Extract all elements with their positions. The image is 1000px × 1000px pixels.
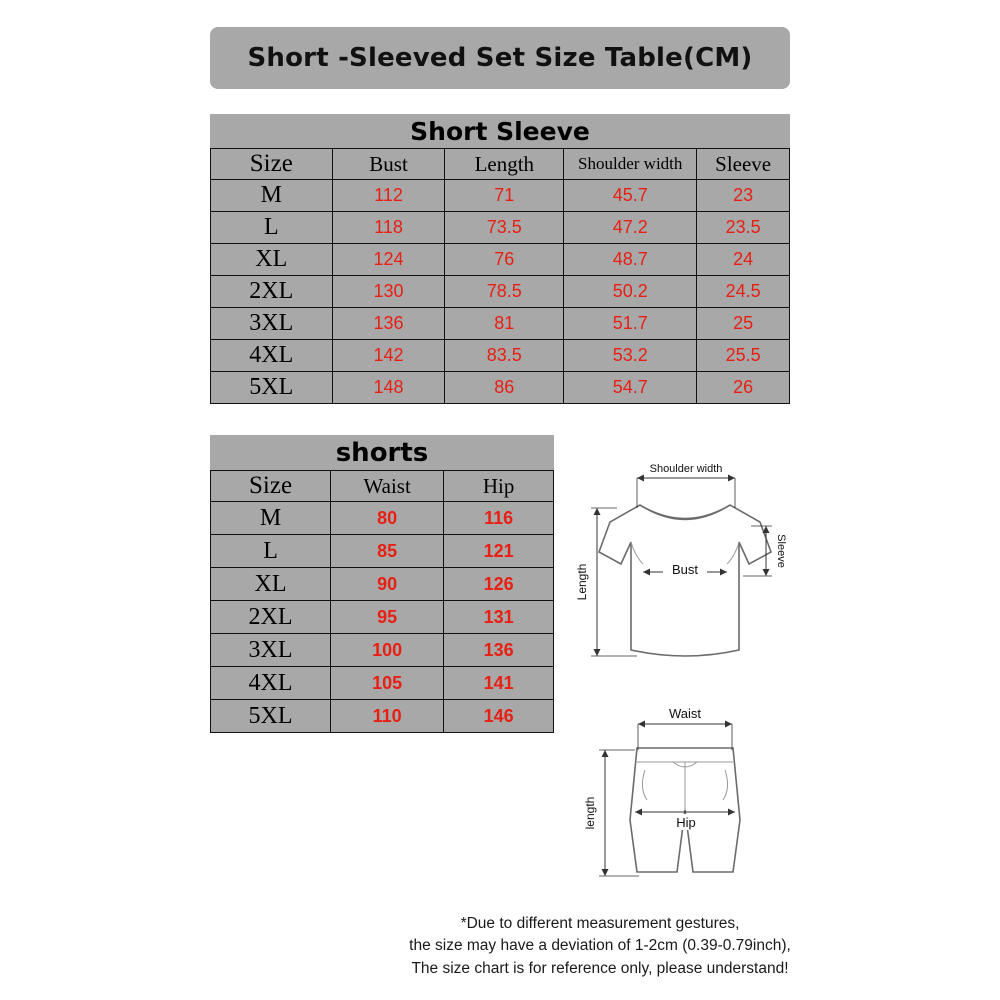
measurement-note (390, 913, 810, 980)
table-row (211, 634, 554, 667)
shorts-length-arrow-top (602, 750, 609, 757)
cell-waist: 100 (331, 634, 444, 667)
cell-hip: 126 (444, 568, 554, 601)
table-row (211, 601, 554, 634)
cell-bust: 130 (332, 276, 445, 308)
tshirt-outline (599, 505, 771, 656)
table-row (211, 568, 554, 601)
cell-bust: 124 (332, 244, 445, 276)
cell-sleeve: 26 (697, 372, 790, 404)
bust-arrow-left (643, 569, 650, 576)
table-row (211, 340, 790, 372)
tshirt-collar (640, 505, 730, 520)
table-row (211, 180, 790, 212)
cell-size: M (211, 502, 331, 535)
table-header-row (211, 149, 790, 180)
sleeve-label: Sleeve (775, 534, 787, 568)
column-header-shoulder-width: Shoulder width (564, 149, 697, 180)
column-header-hip: Hip (444, 471, 554, 502)
table-row (211, 308, 790, 340)
page-title-banner (210, 27, 790, 89)
shoulder-arrow-right (728, 475, 735, 482)
cell-length: 86 (445, 372, 564, 404)
cell-sleeve: 25.5 (697, 340, 790, 372)
cell-bust: 112 (332, 180, 445, 212)
table-row (211, 700, 554, 733)
tshirt-measurement-diagram (565, 460, 805, 690)
column-header-size: Size (211, 149, 333, 180)
length-arrow-bottom (594, 649, 601, 656)
shorts-table (210, 470, 554, 733)
left-pocket (642, 770, 647, 800)
cell-size: 3XL (211, 308, 333, 340)
cell-sleeve: 23.5 (697, 212, 790, 244)
hip-arrow-left (635, 809, 642, 816)
waist-arrow-left (638, 721, 645, 728)
page-title: Short -Sleeved Set Size Table(CM) (247, 43, 753, 73)
shorts-measurement-diagram (565, 700, 805, 900)
shirt-length-label: Length (575, 563, 589, 601)
cell-sleeve: 23 (697, 180, 790, 212)
shorts-diagram-svg (565, 700, 805, 900)
cell-waist: 105 (331, 667, 444, 700)
hip-label: Hip (676, 815, 696, 830)
cell-shoulder-width: 48.7 (564, 244, 697, 276)
cell-bust: 136 (332, 308, 445, 340)
cell-shoulder-width: 54.7 (564, 372, 697, 404)
cell-size: 5XL (211, 700, 331, 733)
cell-size: 4XL (211, 340, 333, 372)
table-row (211, 276, 790, 308)
cell-size: 5XL (211, 372, 333, 404)
cell-hip: 116 (444, 502, 554, 535)
cell-length: 78.5 (445, 276, 564, 308)
cell-hip: 136 (444, 634, 554, 667)
cell-waist: 95 (331, 601, 444, 634)
cell-bust: 142 (332, 340, 445, 372)
table-row (211, 372, 790, 404)
tshirt-diagram-svg (565, 460, 805, 690)
column-header-bust: Bust (332, 149, 445, 180)
shorts-table-caption: shorts (335, 438, 429, 468)
length-arrow-top (594, 508, 601, 515)
waist-label: Waist (668, 706, 702, 721)
shorts-length-arrow-bottom (602, 869, 609, 876)
cell-bust: 118 (332, 212, 445, 244)
note-line-1: *Due to different measurement gestures, (460, 915, 740, 932)
table-row (211, 212, 790, 244)
bust-arrow-right (720, 569, 727, 576)
sleeve-arrow-bottom (763, 569, 770, 576)
shorts-length-label: length (583, 796, 597, 830)
cell-waist: 85 (331, 535, 444, 568)
cell-waist: 110 (331, 700, 444, 733)
hip-arrow-right (728, 809, 735, 816)
cell-size: 3XL (211, 634, 331, 667)
short-sleeve-table-block (210, 114, 790, 404)
tshirt-right-sleeve-seam (727, 542, 739, 564)
cell-length: 71 (445, 180, 564, 212)
cell-shoulder-width: 53.2 (564, 340, 697, 372)
cell-size: L (211, 535, 331, 568)
cell-shoulder-width: 47.2 (564, 212, 697, 244)
short-sleeve-table-caption: Short Sleeve (410, 117, 590, 146)
cell-bust: 148 (332, 372, 445, 404)
shoulder-arrow-left (637, 475, 644, 482)
table-header-row (211, 471, 554, 502)
cell-size: XL (211, 568, 331, 601)
column-header-length: Length (445, 149, 564, 180)
cell-hip: 146 (444, 700, 554, 733)
shoulder-width-label: Shoulder width (649, 463, 723, 475)
column-header-size: Size (211, 471, 331, 502)
cell-size: M (211, 180, 333, 212)
cell-length: 81 (445, 308, 564, 340)
cell-hip: 131 (444, 601, 554, 634)
cell-sleeve: 25 (697, 308, 790, 340)
cell-hip: 141 (444, 667, 554, 700)
note-line-3: The size chart is for reference only, please understand! (411, 959, 789, 977)
right-pocket (723, 770, 728, 800)
table-row (211, 244, 790, 276)
table-row (211, 502, 554, 535)
note-line-2: the size may have a deviation of 1-2cm (0.39-0.79inch), (409, 937, 791, 955)
cell-shoulder-width: 50.2 (564, 276, 697, 308)
tshirt-left-sleeve-seam (631, 542, 643, 564)
column-header-waist: Waist (331, 471, 444, 502)
cell-length: 76 (445, 244, 564, 276)
cell-size: 2XL (211, 276, 333, 308)
cell-length: 73.5 (445, 212, 564, 244)
bust-label: Bust (671, 562, 699, 577)
cell-size: XL (211, 244, 333, 276)
table-row (211, 667, 554, 700)
table-row (211, 535, 554, 568)
cell-shoulder-width: 45.7 (564, 180, 697, 212)
cell-size: L (211, 212, 333, 244)
cell-size: 2XL (211, 601, 331, 634)
cell-sleeve: 24.5 (697, 276, 790, 308)
cell-size: 4XL (211, 667, 331, 700)
cell-sleeve: 24 (697, 244, 790, 276)
short-sleeve-table (210, 148, 790, 404)
cell-length: 83.5 (445, 340, 564, 372)
waist-arrow-right (725, 721, 732, 728)
cell-shoulder-width: 51.7 (564, 308, 697, 340)
cell-hip: 121 (444, 535, 554, 568)
shorts-table-block (210, 435, 554, 733)
column-header-sleeve: Sleeve (697, 149, 790, 180)
cell-waist: 90 (331, 568, 444, 601)
cell-waist: 80 (331, 502, 444, 535)
